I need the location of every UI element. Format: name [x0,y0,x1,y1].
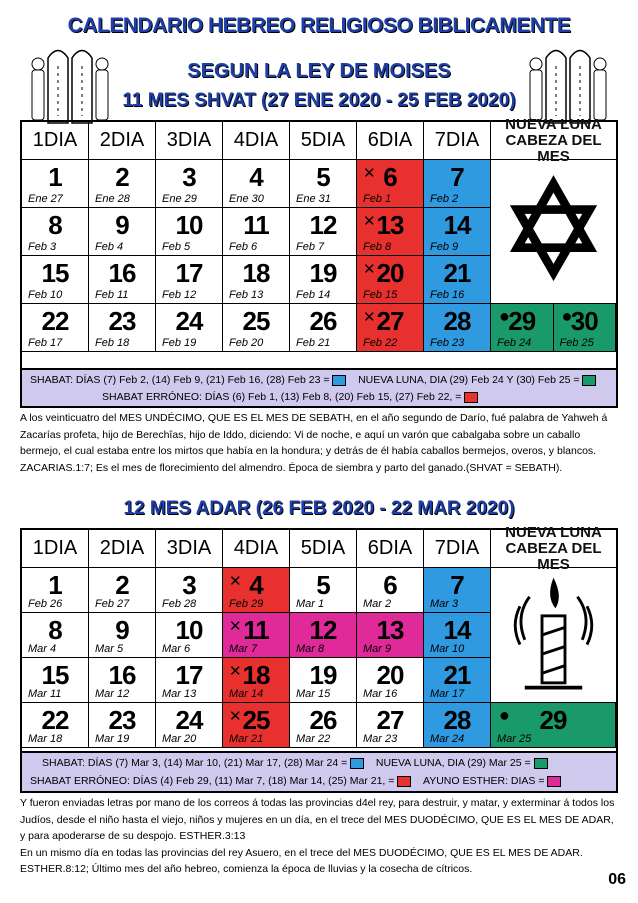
calendar-day-cell [424,208,491,256]
gregorian-date: Feb 6 [229,241,258,253]
calendar-day-cell [22,256,89,304]
day-number: 11 [243,210,269,240]
title-month2: 12 MES ADAR (26 FEB 2020 - 22 MAR 2020) [123,498,515,519]
new-moon-dot-icon: ● [561,306,573,326]
gregorian-date: Feb 16 [430,289,465,301]
cabeza-del-mes-label: CABEZA DEL MES [505,131,602,165]
gregorian-date: Feb 10 [28,289,63,301]
day-number: 22 [41,306,69,336]
day-number: 27 [376,306,404,336]
calendar-day-cell [424,568,491,613]
day-number: 13 [376,210,404,240]
gregorian-date: Feb 19 [162,337,197,349]
cross-mark-icon: ✕ [363,261,376,278]
calendar-day-cell [424,256,491,304]
day-header: 6DIA [357,122,424,160]
day-number: 13 [376,615,404,645]
paragraph-adar: Y fueron enviadas letras por mano de los correos á todas las provincias d4el rey, para destruir, y matar, y exterminar á todos los Judíos, desde el niño hasta el viejo, niños y mujeres en un día, en el trece del MES DUODÉCIMO, QUE ES EL MES DE ADAR, y para apoderarse de su despojo. ESTHER.3:13 En un mismo día en todas las provincias del rey Asuero, en el trece del MES DUODÉCIMO, QUE ES EL MES DE ADAR. ESTHER.8:12; Último mes del año hebreo, comienza la época de lluvias y la cosecha de cítricos. [20,797,615,875]
calendar-day-cell [223,703,290,748]
calendar-day-cell [290,613,357,658]
gregorian-date: Mar 7 [229,643,258,655]
calendar-day-cell [424,304,491,352]
day-number: 30 [570,306,598,336]
day-number: 8 [48,210,62,240]
day-number: 3 [182,570,196,600]
gregorian-date: Feb 21 [296,337,331,349]
calendar-day-cell [357,703,424,748]
gregorian-date: Mar 16 [363,688,398,700]
calendar-day-cell [89,613,156,658]
title-month1: 11 MES SHVAT (27 ENE 2020 - 25 FEB 2020) [122,90,516,111]
gregorian-date: Ene 30 [229,193,264,205]
calendar-day-cell [357,568,424,613]
nueva-luna-header [491,115,616,165]
calendar-month-shvat [20,115,618,370]
nueva-luna-label: NUEVA LUNA [505,523,602,541]
calendar-day-cell [223,658,290,703]
day-number: 2 [115,570,129,600]
gregorian-date: Mar 5 [95,643,124,655]
calendar-day-cell [290,703,357,748]
candle-icon [491,568,616,703]
cross-mark-icon: ✕ [363,165,376,182]
gregorian-date: Feb 23 [430,337,465,349]
shabat-info-bar-1 [20,370,618,408]
day-number: 26 [309,306,337,336]
calendar-day-cell [357,208,424,256]
day-number: 9 [115,615,129,645]
day-header: 1DIA [22,122,89,160]
day-number: 18 [242,660,270,690]
day-number: 9 [115,210,129,240]
calendar-day-cell [424,658,491,703]
day-number: 12 [309,210,337,240]
gregorian-date: Feb 7 [296,241,325,253]
gregorian-date: Feb 9 [430,241,459,253]
day-number: 6 [383,162,397,192]
title-line2: SEGUN LA LEY DE MOISES [187,60,451,82]
cross-mark-icon: ✕ [229,708,242,725]
calendar-day-cell [357,256,424,304]
gregorian-date: Mar 10 [430,643,465,655]
day-number: 22 [41,705,69,735]
gregorian-date: Feb 20 [229,337,264,349]
gregorian-date: Feb 27 [95,598,130,610]
calendar-day-cell [223,568,290,613]
calendar-day-cell [554,304,617,352]
calendar-day-cell [22,703,89,748]
gregorian-date: Feb 11 [95,289,129,301]
shabat-days-2: SHABAT: DÍAS (7) Mar 3, (14) Mar 10, (21) Mar 17, (28) Mar 24 = [42,757,348,769]
cross-mark-icon: ✕ [363,309,376,326]
day-number: 21 [443,258,471,288]
day-number: 19 [309,660,337,690]
day-number: 11 [243,615,269,645]
calendar-day-cell [89,256,156,304]
day-number: 29 [508,306,536,336]
day-header: 1DIA [22,530,89,568]
day-number: 23 [108,306,136,336]
calendar-day-cell [290,256,357,304]
day-header: 4DIA [223,122,290,160]
calendar-day-cell [22,304,89,352]
day-number: 4 [249,162,263,192]
day-number: 3 [182,162,196,192]
calendar-day-cell [290,568,357,613]
calendar-day-cell [89,658,156,703]
shabat-erroneo-1: SHABAT ERRÓNEO: DÍAS (6) Feb 1, (13) Feb 8, (20) Feb 15, (27) Feb 22, = [102,391,462,403]
gregorian-date: Mar 1 [296,598,325,610]
paragraph-shvat: A los veinticuatro del MES UNDÉCIMO, QUE ES EL MES DE SEBATH, en el año segundo de Darío, fué palabra de Yahweh á Zacarías profeta, hijo de Berechîas, hijo de Iddo, diciendo: Vi de noche, e aquí un varón que cabalgaba sobre un caballo bermejo, el cual estaba entre los mirtos que había en la hondura; y detrás de él había caballos bermejos, overos, y blancos. ZACARIAS.1:7; Es el mes de florecimiento del almendro. Época de siembra y parto del ganado.(SHVAT = SEBATH). [20,412,608,474]
page-number: 06 [608,871,626,888]
gregorian-date: Feb 12 [162,289,197,301]
new-moon-dot-icon: ● [499,705,510,725]
day-header: 2DIA [89,122,156,160]
calendar-day-cell [156,256,223,304]
calendar-day-cell [89,568,156,613]
calendar-day-cell [491,304,554,352]
day-number: 5 [316,162,330,192]
day-number: 4 [249,570,263,600]
day-header: 3DIA [156,530,223,568]
day-header: 6DIA [357,530,424,568]
day-header: 5DIA [290,530,357,568]
cabeza-del-mes-label: CABEZA DEL MES [505,539,602,573]
gregorian-date: Ene 29 [162,193,197,205]
nueva-luna-label: NUEVA LUNA [505,115,602,133]
calendar-day-cell [89,208,156,256]
calendar-day-cell [22,208,89,256]
calendar-day-cell [156,304,223,352]
day-number: 20 [376,258,404,288]
nueva-luna-days-1: NUEVA LUNA, DIA (29) Feb 24 Y (30) Feb 25 = [358,374,580,386]
gregorian-date: Feb 13 [229,289,264,301]
calendar-day-cell [156,613,223,658]
calendar-day-cell [22,568,89,613]
day-number: 18 [242,258,270,288]
calendar-day-cell [223,160,290,208]
day-number: 26 [309,705,337,735]
day-header: 3DIA [156,122,223,160]
day-number: 6 [383,570,397,600]
day-number: 19 [309,258,337,288]
gregorian-date: Mar 12 [95,688,130,700]
day-number: 5 [316,570,330,600]
gregorian-date: Mar 18 [28,733,63,745]
title-line1: CALENDARIO HEBREO RELIGIOSO BIBLICAMENTE [67,14,571,37]
cross-mark-icon: ✕ [229,618,242,635]
day-number: 17 [175,660,203,690]
calendar-day-cell [223,613,290,658]
gregorian-date: Feb 24 [497,337,532,349]
day-number: 29 [539,705,567,735]
day-number: 15 [41,660,69,690]
gregorian-date: Mar 4 [28,643,57,655]
cross-mark-icon: ✕ [229,663,242,680]
calendar-day-cell [156,658,223,703]
day-number: 1 [48,162,62,192]
calendar-day-cell [22,658,89,703]
cross-mark-icon: ✕ [229,573,242,590]
day-number: 21 [443,660,471,690]
day-number: 24 [175,306,203,336]
day-number: 25 [242,705,270,735]
gregorian-date: Ene 28 [95,193,130,205]
calendar-day-cell [357,613,424,658]
gregorian-date: Mar 3 [430,598,459,610]
gregorian-date: Mar 17 [430,688,465,700]
ayuno-esther: AYUNO ESTHER: DIAS = [423,775,545,787]
gregorian-date: Feb 3 [28,241,57,253]
day-number: 10 [175,210,203,240]
gregorian-date: Feb 29 [229,598,264,610]
calendar-day-cell [357,304,424,352]
gregorian-date: Feb 26 [28,598,63,610]
gregorian-date: Feb 17 [28,337,63,349]
day-number: 7 [450,162,464,192]
day-number: 1 [48,570,62,600]
day-number: 14 [443,210,471,240]
calendar-day-cell [156,568,223,613]
gregorian-date: Mar 11 [28,688,62,700]
day-number: 24 [175,705,203,735]
gregorian-date: Mar 9 [363,643,392,655]
calendar-day-cell [223,304,290,352]
day-number: 20 [376,660,404,690]
calendar-day-cell [290,304,357,352]
gregorian-date: Ene 27 [28,193,63,205]
calendar-day-cell [89,160,156,208]
gregorian-date: Feb 4 [95,241,124,253]
nueva-luna-header [491,523,616,573]
gregorian-date: Mar 21 [229,733,264,745]
day-number: 15 [41,258,69,288]
calendar-day-cell [290,658,357,703]
day-number: 16 [108,258,136,288]
gregorian-date: Mar 19 [95,733,130,745]
day-header: 2DIA [89,530,156,568]
calendar-day-cell [357,658,424,703]
calendar-day-cell [22,160,89,208]
day-number: 25 [242,306,270,336]
calendar-day-cell [424,703,491,748]
gregorian-date: Mar 6 [162,643,191,655]
gregorian-date: Feb 15 [363,289,398,301]
gregorian-date: Mar 20 [162,733,197,745]
calendar-day-cell [223,208,290,256]
calendar-day-cell [156,208,223,256]
calendar-day-cell [491,703,616,748]
gregorian-date: Mar 22 [296,733,331,745]
gregorian-date: Mar 15 [296,688,331,700]
calendar-month-adar [20,523,618,753]
day-number: 12 [309,615,337,645]
day-header: 7DIA [424,530,491,568]
gregorian-date: Mar 8 [296,643,325,655]
calendar-day-cell [156,160,223,208]
calendar-day-cell [22,613,89,658]
shabat-info-bar-2 [20,753,618,793]
shabat-days-1: SHABAT: DÍAS (7) Feb 2, (14) Feb 9, (21) Feb 16, (28) Feb 23 = [30,374,330,386]
calendar-day-cell [290,160,357,208]
day-number: 2 [115,162,129,192]
gregorian-date: Ene 31 [296,193,331,205]
day-number: 16 [108,660,136,690]
day-number: 8 [48,615,62,645]
shabat-erroneo-2: SHABAT ERRÓNEO: DÍAS (4) Feb 29, (11) Mar 7, (18) Mar 14, (25) Mar 21, = [30,775,395,787]
day-number: 7 [450,570,464,600]
nueva-luna-days-2: NUEVA LUNA, DIA (29) Mar 25 = [375,757,531,769]
day-number: 28 [443,705,471,735]
gregorian-date: Mar 25 [497,733,532,745]
day-header: 7DIA [424,122,491,160]
day-number: 23 [108,705,136,735]
gregorian-date: Feb 1 [363,193,392,205]
day-number: 10 [175,615,203,645]
gregorian-date: Feb 5 [162,241,191,253]
day-number: 28 [443,306,471,336]
calendar-day-cell [89,703,156,748]
gregorian-date: Mar 24 [430,733,465,745]
day-header: 5DIA [290,122,357,160]
day-number: 17 [175,258,203,288]
gregorian-date: Feb 14 [296,289,331,301]
calendar-day-cell [357,160,424,208]
calendar-day-cell [89,304,156,352]
day-number: 27 [376,705,404,735]
gregorian-date: Feb 2 [430,193,459,205]
calendar-day-cell [223,256,290,304]
gregorian-date: Feb 8 [363,241,392,253]
gregorian-date: Mar 23 [363,733,398,745]
gregorian-date: Mar 2 [363,598,392,610]
gregorian-date: Mar 13 [162,688,197,700]
calendar-day-cell [290,208,357,256]
day-header: 4DIA [223,530,290,568]
gregorian-date: Feb 28 [162,598,197,610]
gregorian-date: Feb 25 [559,337,594,349]
star-of-david-icon [491,160,616,304]
tablets-of-law-icon [30,38,110,133]
calendar-day-cell [424,160,491,208]
cross-mark-icon: ✕ [363,213,376,230]
new-moon-dot-icon: ● [499,306,510,326]
calendar-day-cell [424,613,491,658]
day-number: 14 [443,615,471,645]
gregorian-date: Feb 18 [95,337,130,349]
gregorian-date: Mar 14 [229,688,264,700]
calendar-day-cell [156,703,223,748]
gregorian-date: Feb 22 [363,337,398,349]
